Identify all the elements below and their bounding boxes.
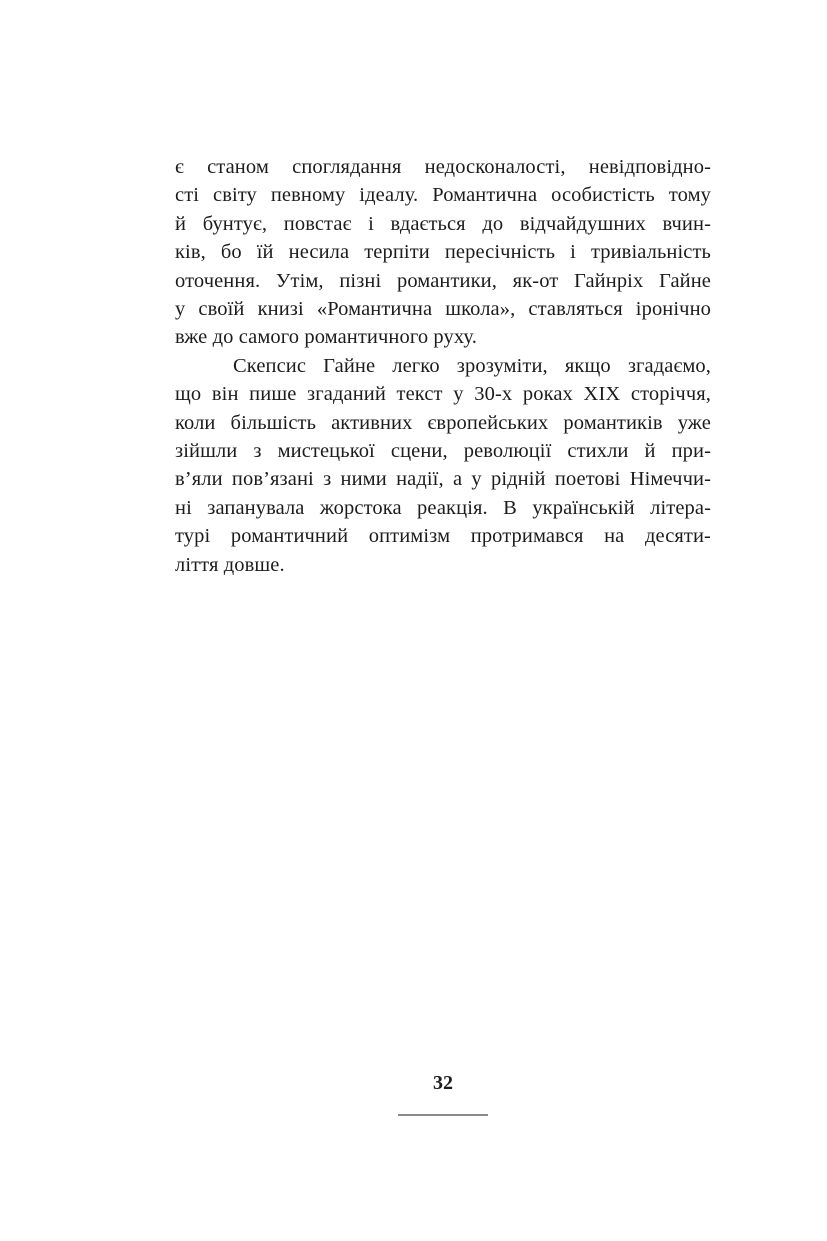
- text-line: турі романтичний оптимізм протримався на десяти-: [175, 525, 711, 548]
- text-line: ліття довше.: [175, 553, 285, 576]
- body-text-block: [175, 153, 711, 579]
- text-line: оточення. Утім, пізні романтики, як-от Гайнріх Гайне: [175, 269, 711, 292]
- paragraph: [175, 153, 711, 352]
- text-line: ні запанувала жорстока реакція. В українській літера-: [175, 496, 711, 519]
- text-line: ків, бо їй несила терпіти пересічність і тривіальність: [175, 241, 711, 264]
- footer-rule: [398, 1114, 488, 1116]
- text-line: сті світу певному ідеалу. Романтична особистість тому: [175, 184, 711, 207]
- page-number: 32: [433, 1072, 453, 1094]
- text-line: у своїй книзі «Романтична школа», ставляться іронічно: [175, 298, 711, 321]
- text-line: коли більшість активних європейських романтиків уже: [175, 411, 711, 434]
- text-line: зійшли з мистецької сцени, революції стихли й при-: [175, 440, 711, 463]
- text-line: що він пише згаданий текст у 30-х роках XIX сторіччя,: [175, 383, 711, 406]
- page-footer: [175, 1070, 711, 1116]
- text-line: вже до самого романтичного руху.: [175, 326, 477, 349]
- text-line: Скепсис Гайне легко зрозуміти, якщо згадаємо,: [233, 354, 711, 377]
- text-line: й бунтує, повстає і вдається до відчайдушних вчин-: [175, 212, 711, 235]
- paragraph: [175, 352, 711, 579]
- text-line: є станом споглядання недосконалості, невідповідно-: [175, 156, 711, 178]
- text-line: в’яли пов’язані з ними надії, а у рідній поетові Німеччи-: [175, 468, 711, 491]
